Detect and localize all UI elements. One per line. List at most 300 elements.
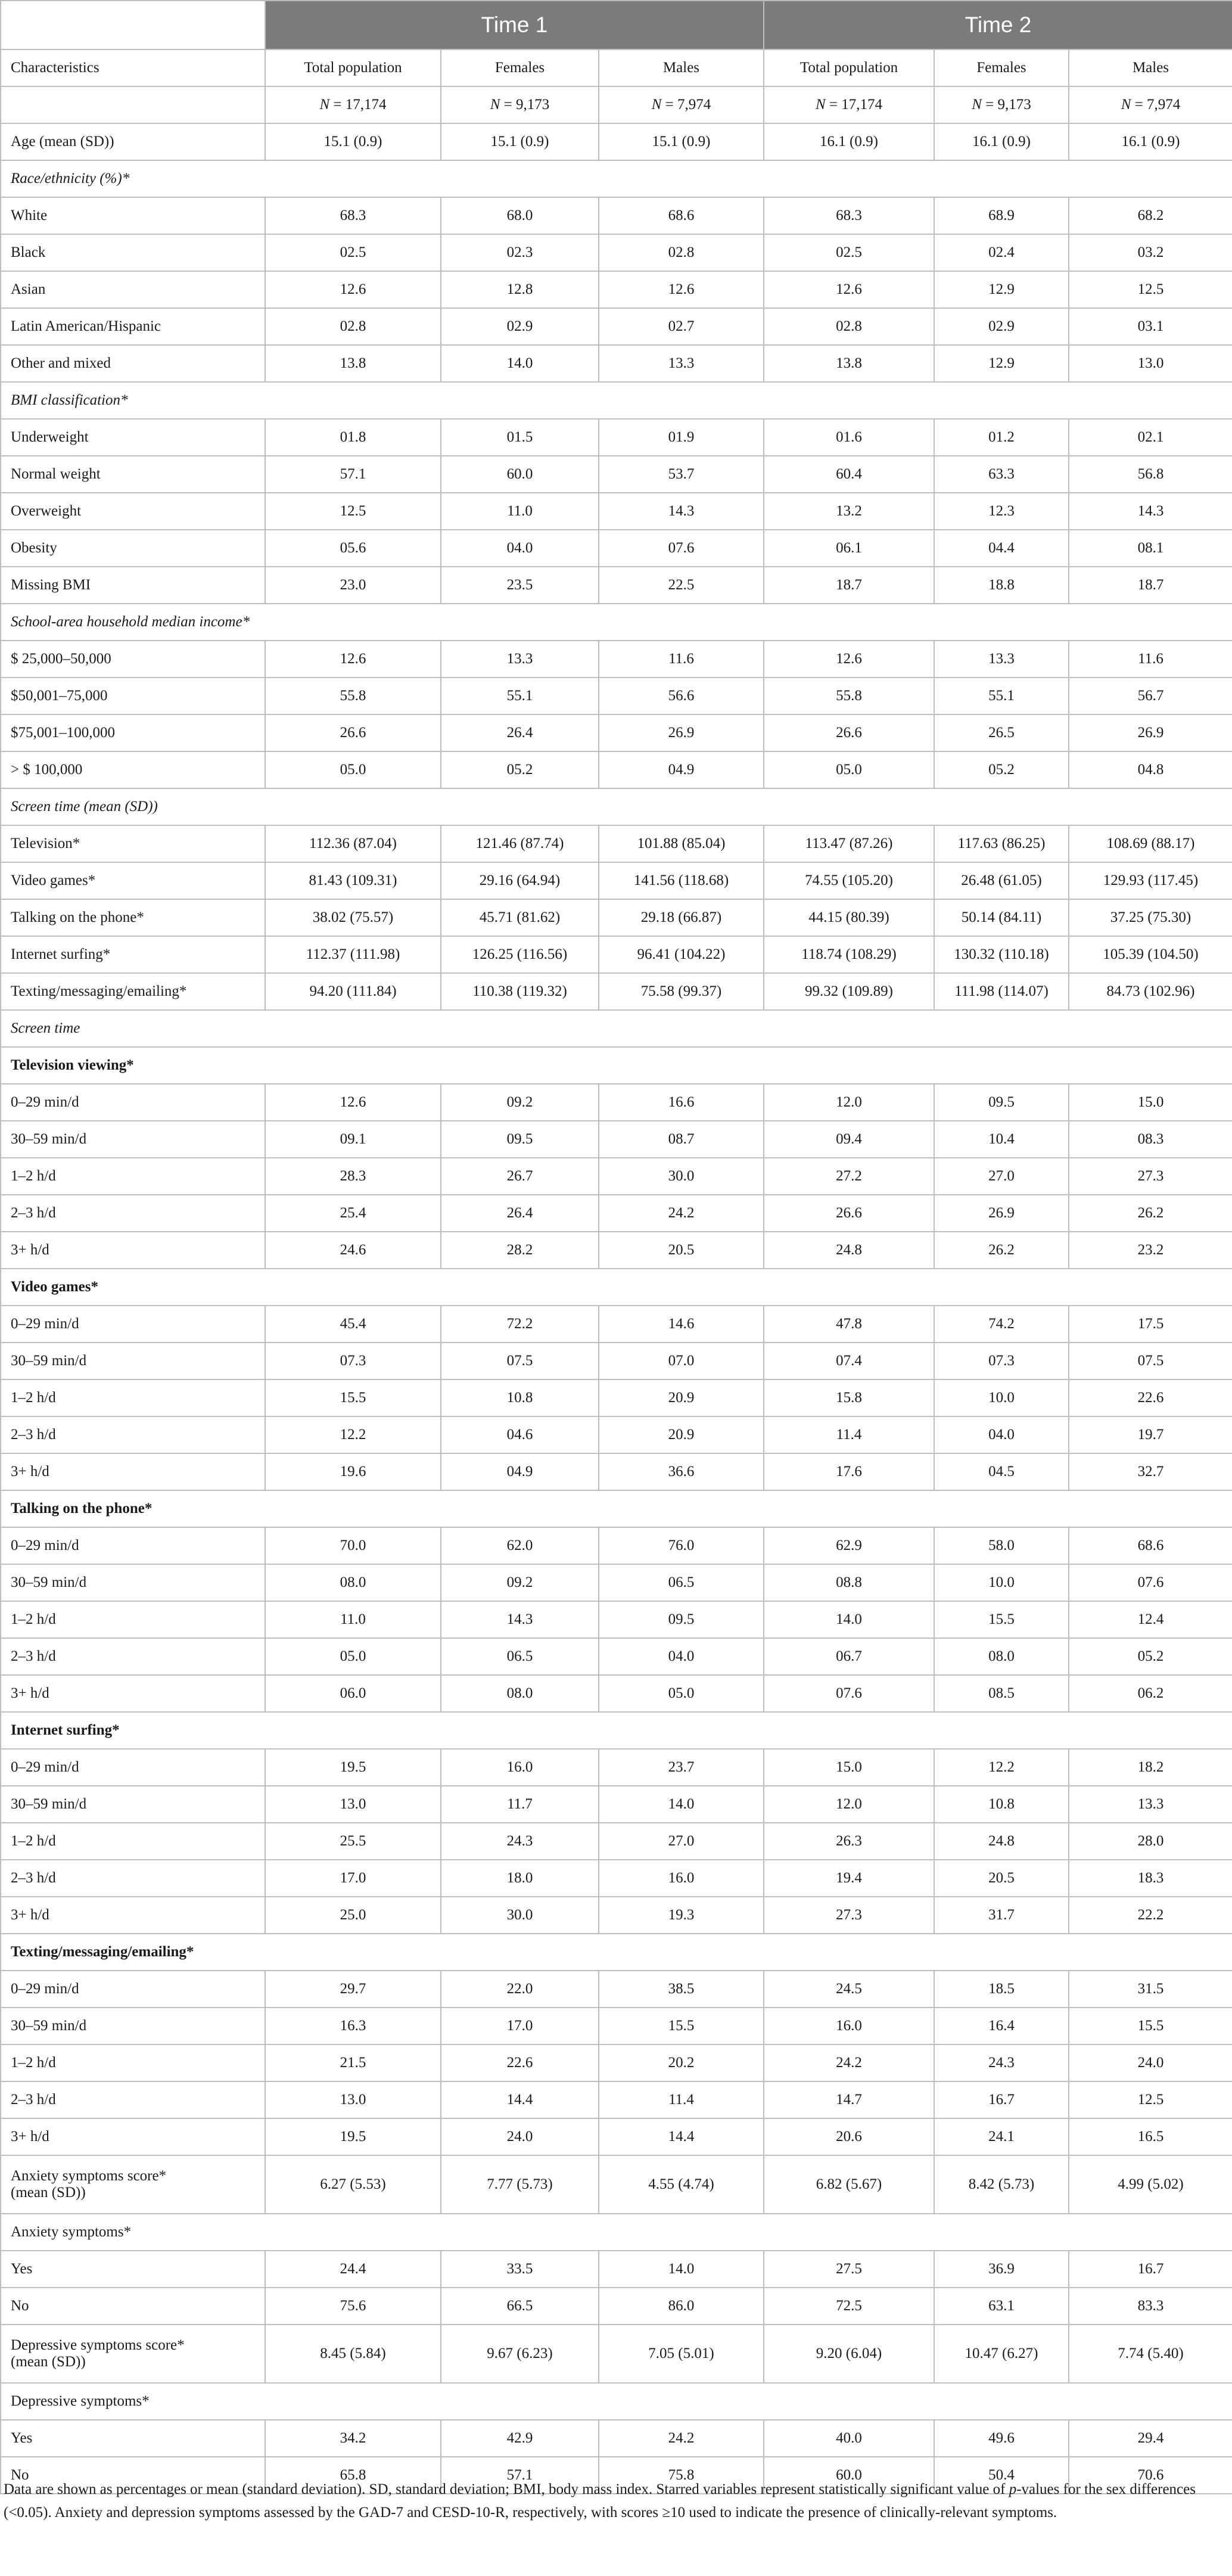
value-cell: 15.0 xyxy=(764,1749,934,1786)
table-row xyxy=(1,1823,1232,1860)
row-label: 2–3 h/d xyxy=(1,1416,265,1453)
value-cell: 23.5 xyxy=(441,567,599,604)
table-row xyxy=(1,641,1232,678)
value-cell: 13.3 xyxy=(1069,1786,1232,1823)
table-row xyxy=(1,1232,1232,1269)
value-cell: 12.0 xyxy=(764,1084,934,1121)
value-cell: 26.9 xyxy=(1069,714,1232,751)
value-cell: 09.5 xyxy=(934,1084,1069,1121)
table-row xyxy=(1,1749,1232,1786)
value-cell: 19.4 xyxy=(764,1860,934,1897)
value-cell: 9.67 (6.23) xyxy=(441,2325,599,2383)
value-cell: 08.1 xyxy=(1069,530,1232,567)
value-cell: 04.0 xyxy=(934,1416,1069,1453)
value-cell: 18.7 xyxy=(1069,567,1232,604)
value-cell: 10.8 xyxy=(441,1379,599,1416)
row-label: Other and mixed xyxy=(1,345,265,382)
value-cell: 14.6 xyxy=(599,1306,764,1343)
value-cell: 13.3 xyxy=(441,641,599,678)
table-row xyxy=(1,456,1232,493)
value-cell: 110.38 (119.32) xyxy=(441,973,599,1010)
sample-size-blank-cell xyxy=(1,86,265,123)
value-cell: 07.4 xyxy=(764,1343,934,1379)
value-cell: 04.9 xyxy=(599,751,764,788)
value-cell: 26.5 xyxy=(934,714,1069,751)
subsection-row xyxy=(1,1712,1232,1749)
value-cell: 16.1 (0.9) xyxy=(1069,123,1232,160)
value-cell: 74.2 xyxy=(934,1306,1069,1343)
table-row xyxy=(1,530,1232,567)
value-cell: 94.20 (111.84) xyxy=(265,973,441,1010)
n-symbol: N xyxy=(1121,97,1131,113)
value-cell: 22.2 xyxy=(1069,1897,1232,1934)
value-cell: 22.6 xyxy=(1069,1379,1232,1416)
value-cell: 6.82 (5.67) xyxy=(764,2155,934,2214)
value-cell: 17.5 xyxy=(1069,1306,1232,1343)
value-cell: 66.5 xyxy=(441,2288,599,2325)
value-cell: 12.6 xyxy=(265,1084,441,1121)
n-value: = 7,974 xyxy=(665,97,711,113)
value-cell: 12.5 xyxy=(1069,271,1232,308)
value-cell: 16.0 xyxy=(764,2008,934,2044)
row-label: Yes xyxy=(1,2420,265,2457)
value-cell: 02.9 xyxy=(934,308,1069,345)
value-cell: 33.5 xyxy=(441,2251,599,2288)
value-cell: 07.6 xyxy=(599,530,764,567)
section-heading: Television viewing* xyxy=(1,1047,1232,1084)
n-value: = 9,173 xyxy=(503,97,550,113)
row-label: Talking on the phone* xyxy=(1,899,265,936)
value-cell: 31.5 xyxy=(1069,1971,1232,2008)
value-cell: 75.8 xyxy=(599,2457,764,2494)
value-cell: 62.9 xyxy=(764,1527,934,1564)
table-row xyxy=(1,1084,1232,1121)
row-label: $ 25,000–50,000 xyxy=(1,641,265,678)
value-cell: 86.0 xyxy=(599,2288,764,2325)
value-cell: 16.4 xyxy=(934,2008,1069,2044)
table-row xyxy=(1,1158,1232,1195)
table-row xyxy=(1,2420,1232,2457)
table-row xyxy=(1,2325,1232,2383)
table-row xyxy=(1,973,1232,1010)
value-cell: 12.6 xyxy=(599,271,764,308)
table-row xyxy=(1,751,1232,788)
table-row xyxy=(1,1379,1232,1416)
row-label: Black xyxy=(1,234,265,271)
value-cell: 26.2 xyxy=(1069,1195,1232,1232)
value-cell: 18.0 xyxy=(441,1860,599,1897)
value-cell: 14.3 xyxy=(1069,493,1232,530)
value-cell: 18.7 xyxy=(764,567,934,604)
value-cell: 06.2 xyxy=(1069,1675,1232,1712)
value-cell: 04.0 xyxy=(599,1638,764,1675)
value-cell: 08.0 xyxy=(265,1564,441,1601)
value-cell: 75.6 xyxy=(265,2288,441,2325)
value-cell: 26.9 xyxy=(934,1195,1069,1232)
value-cell: 25.4 xyxy=(265,1195,441,1232)
table-row xyxy=(1,123,1232,160)
value-cell: 11.4 xyxy=(764,1416,934,1453)
value-cell: 19.6 xyxy=(265,1453,441,1490)
value-cell: 16.3 xyxy=(265,2008,441,2044)
sample-size-row xyxy=(1,86,1232,123)
value-cell: 01.6 xyxy=(764,419,934,456)
value-cell: 26.6 xyxy=(764,1195,934,1232)
row-label: > $ 100,000 xyxy=(1,751,265,788)
value-cell: 15.0 xyxy=(1069,1084,1232,1121)
value-cell: 26.6 xyxy=(764,714,934,751)
males-header-t1: Males xyxy=(599,49,764,86)
value-cell: 28.2 xyxy=(441,1232,599,1269)
value-cell: 4.99 (5.02) xyxy=(1069,2155,1232,2214)
value-cell: 02.1 xyxy=(1069,419,1232,456)
row-label: 30–59 min/d xyxy=(1,2008,265,2044)
value-cell: 25.0 xyxy=(265,1897,441,1934)
row-label-line-1: Anxiety symptoms score* xyxy=(11,2168,167,2184)
row-label: White xyxy=(1,197,265,234)
table-row xyxy=(1,1971,1232,2008)
n-value: = 9,173 xyxy=(985,97,1031,113)
value-cell: 96.41 (104.22) xyxy=(599,936,764,973)
value-cell: 101.88 (85.04) xyxy=(599,825,764,862)
row-label xyxy=(1,2155,265,2214)
value-cell: 65.8 xyxy=(265,2457,441,2494)
value-cell: 40.0 xyxy=(764,2420,934,2457)
value-cell: 27.2 xyxy=(764,1158,934,1195)
value-cell: 20.5 xyxy=(934,1860,1069,1897)
value-cell: 29.7 xyxy=(265,1971,441,2008)
subsection-row xyxy=(1,1490,1232,1527)
value-cell: 13.0 xyxy=(1069,345,1232,382)
row-label: 0–29 min/d xyxy=(1,1971,265,2008)
value-cell: 18.2 xyxy=(1069,1749,1232,1786)
value-cell: 50.4 xyxy=(934,2457,1069,2494)
subsection-row xyxy=(1,1934,1232,1971)
value-cell: 24.6 xyxy=(265,1232,441,1269)
section-heading: Internet surfing* xyxy=(1,1712,1232,1749)
value-cell: 04.6 xyxy=(441,1416,599,1453)
value-cell: 08.5 xyxy=(934,1675,1069,1712)
table-row xyxy=(1,1527,1232,1564)
row-label: 30–59 min/d xyxy=(1,1564,265,1601)
value-cell: 14.0 xyxy=(599,1786,764,1823)
value-cell: 7.74 (5.40) xyxy=(1069,2325,1232,2383)
row-label: Internet surfing* xyxy=(1,936,265,973)
value-cell: 24.3 xyxy=(934,2044,1069,2081)
value-cell: 11.0 xyxy=(265,1601,441,1638)
value-cell: 04.9 xyxy=(441,1453,599,1490)
value-cell: 16.6 xyxy=(599,1084,764,1121)
value-cell: 8.45 (5.84) xyxy=(265,2325,441,2383)
table-row xyxy=(1,2118,1232,2155)
value-cell: 30.0 xyxy=(599,1158,764,1195)
value-cell: 04.4 xyxy=(934,530,1069,567)
footnote-part-2: -values for the sex differences (<0.05). Anxiety and depression symptoms assessed by the GAD-7 and CESD-10-R, respectively, with scores ≥10 used to indicate the presence of clinically-relevant symptoms. xyxy=(4,2481,1196,2521)
value-cell: 12.2 xyxy=(934,1749,1069,1786)
row-label: 0–29 min/d xyxy=(1,1084,265,1121)
value-cell: 06.1 xyxy=(764,530,934,567)
row-label: 1–2 h/d xyxy=(1,1823,265,1860)
value-cell: 23.7 xyxy=(599,1749,764,1786)
value-cell: 55.8 xyxy=(265,678,441,714)
value-cell: 57.1 xyxy=(265,456,441,493)
value-cell: 11.6 xyxy=(599,641,764,678)
table-row xyxy=(1,1453,1232,1490)
value-cell: 18.8 xyxy=(934,567,1069,604)
value-cell: 53.7 xyxy=(599,456,764,493)
value-cell: 8.42 (5.73) xyxy=(934,2155,1069,2214)
value-cell: 24.5 xyxy=(764,1971,934,2008)
value-cell: 23.0 xyxy=(265,567,441,604)
value-cell: 26.3 xyxy=(764,1823,934,1860)
table-row xyxy=(1,308,1232,345)
n-symbol: N xyxy=(490,97,500,113)
row-label: Yes xyxy=(1,2251,265,2288)
value-cell: 04.0 xyxy=(441,530,599,567)
value-cell: 20.9 xyxy=(599,1379,764,1416)
value-cell: 07.6 xyxy=(1069,1564,1232,1601)
table-row xyxy=(1,899,1232,936)
value-cell: 09.1 xyxy=(265,1121,441,1158)
row-label: 2–3 h/d xyxy=(1,1638,265,1675)
value-cell: 12.5 xyxy=(1069,2081,1232,2118)
value-cell: 68.3 xyxy=(265,197,441,234)
value-cell: 15.5 xyxy=(265,1379,441,1416)
value-cell: 15.1 (0.9) xyxy=(599,123,764,160)
value-cell: 06.5 xyxy=(441,1638,599,1675)
value-cell: 14.4 xyxy=(441,2081,599,2118)
value-cell: 38.02 (75.57) xyxy=(265,899,441,936)
value-cell: 68.6 xyxy=(1069,1527,1232,1564)
total-population-header-t2: Total population xyxy=(764,49,934,86)
footnote-part-1: Data are shown as percentages or mean (standard deviation). SD, standard deviation; BMI, body mass index. Starred variables represent statistically significant value of xyxy=(4,2481,1009,2497)
row-label: Latin American/Hispanic xyxy=(1,308,265,345)
value-cell: 84.73 (102.96) xyxy=(1069,973,1232,1010)
value-cell: 12.6 xyxy=(265,271,441,308)
table-footnote xyxy=(0,2478,1222,2524)
value-cell: 6.27 (5.53) xyxy=(265,2155,441,2214)
value-cell: 28.3 xyxy=(265,1158,441,1195)
value-cell: 38.5 xyxy=(599,1971,764,2008)
value-cell: 06.0 xyxy=(265,1675,441,1712)
value-cell: 24.2 xyxy=(764,2044,934,2081)
table-row xyxy=(1,234,1232,271)
table-row xyxy=(1,1786,1232,1823)
value-cell: 68.6 xyxy=(599,197,764,234)
row-label xyxy=(1,2325,265,2383)
table-row xyxy=(1,1860,1232,1897)
value-cell: 24.2 xyxy=(599,2420,764,2457)
value-cell: 63.3 xyxy=(934,456,1069,493)
value-cell: 24.3 xyxy=(441,1823,599,1860)
value-cell: 26.48 (61.05) xyxy=(934,862,1069,899)
value-cell: 16.0 xyxy=(599,1860,764,1897)
table-row xyxy=(1,862,1232,899)
value-cell: 16.7 xyxy=(1069,2251,1232,2288)
value-cell: 7.77 (5.73) xyxy=(441,2155,599,2214)
value-cell: 27.3 xyxy=(764,1897,934,1934)
value-cell: 07.3 xyxy=(934,1343,1069,1379)
value-cell: 112.37 (111.98) xyxy=(265,936,441,973)
section-heading: School-area household median income* xyxy=(1,604,1232,641)
value-cell: 14.7 xyxy=(764,2081,934,2118)
table-row xyxy=(1,567,1232,604)
table-row xyxy=(1,936,1232,973)
value-cell: 09.5 xyxy=(441,1121,599,1158)
value-cell: 10.0 xyxy=(934,1379,1069,1416)
section-row xyxy=(1,382,1232,419)
n-symbol: N xyxy=(972,97,982,113)
value-cell: 08.0 xyxy=(934,1638,1069,1675)
row-label: 1–2 h/d xyxy=(1,1379,265,1416)
value-cell: 63.1 xyxy=(934,2288,1069,2325)
value-cell: 10.4 xyxy=(934,1121,1069,1158)
section-heading: Race/ethnicity (%)* xyxy=(1,160,1232,197)
value-cell: 24.8 xyxy=(934,1823,1069,1860)
value-cell: 22.5 xyxy=(599,567,764,604)
value-cell: 111.98 (114.07) xyxy=(934,973,1069,1010)
section-heading: Depressive symptoms* xyxy=(1,2383,1232,2420)
value-cell: 02.8 xyxy=(265,308,441,345)
value-cell: 07.5 xyxy=(441,1343,599,1379)
section-row xyxy=(1,2214,1232,2251)
row-label: 1–2 h/d xyxy=(1,1601,265,1638)
value-cell: 05.2 xyxy=(934,751,1069,788)
value-cell: 15.5 xyxy=(599,2008,764,2044)
row-label: 3+ h/d xyxy=(1,1675,265,1712)
row-label: 0–29 min/d xyxy=(1,1527,265,1564)
row-label: 0–29 min/d xyxy=(1,1306,265,1343)
value-cell: 07.3 xyxy=(265,1343,441,1379)
value-cell: 11.4 xyxy=(599,2081,764,2118)
value-cell: 05.6 xyxy=(265,530,441,567)
value-cell: 7.05 (5.01) xyxy=(599,2325,764,2383)
value-cell: 105.39 (104.50) xyxy=(1069,936,1232,973)
value-cell: 26.9 xyxy=(599,714,764,751)
row-label: Age (mean (SD)) xyxy=(1,123,265,160)
value-cell: 02.7 xyxy=(599,308,764,345)
value-cell: 27.5 xyxy=(764,2251,934,2288)
value-cell: 07.5 xyxy=(1069,1343,1232,1379)
value-cell: 19.5 xyxy=(265,1749,441,1786)
value-cell: 15.8 xyxy=(764,1379,934,1416)
table-row xyxy=(1,1638,1232,1675)
value-cell: 01.2 xyxy=(934,419,1069,456)
value-cell: 34.2 xyxy=(265,2420,441,2457)
row-label: No xyxy=(1,2288,265,2325)
value-cell: 68.2 xyxy=(1069,197,1232,234)
value-cell: 02.5 xyxy=(764,234,934,271)
table-row xyxy=(1,2251,1232,2288)
value-cell: 26.6 xyxy=(265,714,441,751)
value-cell: 10.0 xyxy=(934,1564,1069,1601)
value-cell: 08.7 xyxy=(599,1121,764,1158)
value-cell: 68.3 xyxy=(764,197,934,234)
value-cell: 27.3 xyxy=(1069,1158,1232,1195)
value-cell: 13.0 xyxy=(265,1786,441,1823)
value-cell: 08.8 xyxy=(764,1564,934,1601)
value-cell: 05.0 xyxy=(764,751,934,788)
table-row xyxy=(1,1675,1232,1712)
section-row xyxy=(1,160,1232,197)
row-label: 2–3 h/d xyxy=(1,1195,265,1232)
value-cell: 60.0 xyxy=(764,2457,934,2494)
total-population-header-t1: Total population xyxy=(265,49,441,86)
value-cell: 16.5 xyxy=(1069,2118,1232,2155)
value-cell: 05.2 xyxy=(1069,1638,1232,1675)
table-row xyxy=(1,2044,1232,2081)
row-label: 1–2 h/d xyxy=(1,2044,265,2081)
value-cell: 24.2 xyxy=(599,1195,764,1232)
row-label: Missing BMI xyxy=(1,567,265,604)
value-cell: 37.25 (75.30) xyxy=(1069,899,1232,936)
value-cell: 09.2 xyxy=(441,1564,599,1601)
table-row xyxy=(1,1121,1232,1158)
value-cell: 42.9 xyxy=(441,2420,599,2457)
value-cell: 02.5 xyxy=(265,234,441,271)
value-cell: 70.0 xyxy=(265,1527,441,1564)
value-cell: 4.55 (4.74) xyxy=(599,2155,764,2214)
n-total-t2 xyxy=(764,86,934,123)
value-cell: 12.4 xyxy=(1069,1601,1232,1638)
value-cell: 56.7 xyxy=(1069,678,1232,714)
row-label: Television* xyxy=(1,825,265,862)
row-label: Video games* xyxy=(1,862,265,899)
value-cell: 29.16 (64.94) xyxy=(441,862,599,899)
value-cell: 12.9 xyxy=(934,345,1069,382)
row-label: 1–2 h/d xyxy=(1,1158,265,1195)
value-cell: 62.0 xyxy=(441,1527,599,1564)
table-row xyxy=(1,714,1232,751)
value-cell: 72.5 xyxy=(764,2288,934,2325)
value-cell: 45.4 xyxy=(265,1306,441,1343)
section-heading: Anxiety symptoms* xyxy=(1,2214,1232,2251)
row-label: $75,001–100,000 xyxy=(1,714,265,751)
value-cell: 17.0 xyxy=(441,2008,599,2044)
value-cell: 20.6 xyxy=(764,2118,934,2155)
value-cell: 126.25 (116.56) xyxy=(441,936,599,973)
table-row xyxy=(1,345,1232,382)
value-cell: 17.6 xyxy=(764,1453,934,1490)
value-cell: 23.2 xyxy=(1069,1232,1232,1269)
value-cell: 14.0 xyxy=(441,345,599,382)
table-row xyxy=(1,1564,1232,1601)
value-cell: 07.6 xyxy=(764,1675,934,1712)
table-row xyxy=(1,2155,1232,2214)
value-cell: 83.3 xyxy=(1069,2288,1232,2325)
value-cell: 05.0 xyxy=(265,1638,441,1675)
value-cell: 58.0 xyxy=(934,1527,1069,1564)
value-cell: 13.8 xyxy=(265,345,441,382)
section-heading: Video games* xyxy=(1,1269,1232,1306)
value-cell: 19.3 xyxy=(599,1897,764,1934)
value-cell: 117.63 (86.25) xyxy=(934,825,1069,862)
value-cell: 19.7 xyxy=(1069,1416,1232,1453)
row-label: Underweight xyxy=(1,419,265,456)
value-cell: 03.2 xyxy=(1069,234,1232,271)
subsection-row xyxy=(1,1269,1232,1306)
females-header-t2: Females xyxy=(934,49,1069,86)
value-cell: 47.8 xyxy=(764,1306,934,1343)
value-cell: 24.0 xyxy=(441,2118,599,2155)
value-cell: 56.8 xyxy=(1069,456,1232,493)
time-2-header: Time 2 xyxy=(764,1,1232,49)
table-row xyxy=(1,1601,1232,1638)
n-value: = 7,974 xyxy=(1134,97,1181,113)
value-cell: 01.8 xyxy=(265,419,441,456)
value-cell: 28.0 xyxy=(1069,1823,1232,1860)
time-1-header: Time 1 xyxy=(265,1,764,49)
